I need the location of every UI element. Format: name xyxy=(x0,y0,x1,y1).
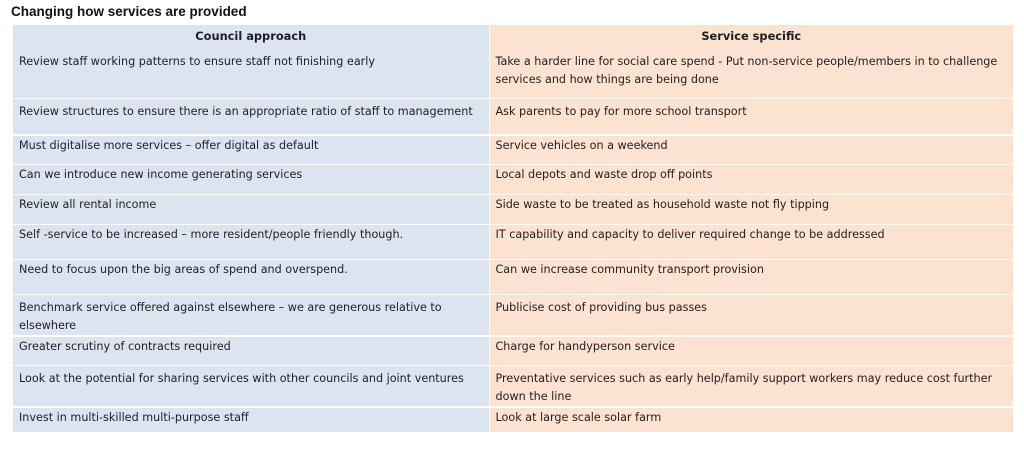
council-approach-cell: Review staff working patterns to ensure staff not finishing early xyxy=(13,47,489,98)
service-specific-cell: Local depots and waste drop off points xyxy=(489,164,1013,194)
service-specific-cell: Look at large scale solar farm xyxy=(489,407,1013,432)
council-approach-cell: Review structures to ensure there is an appropriate ratio of staff to management xyxy=(13,98,489,135)
service-specific-cell: Take a harder line for social care spend - Put non-service people/members in to challenge services and how things are being done xyxy=(489,47,1013,98)
table-row xyxy=(13,407,1013,432)
council-approach-cell: Benchmark service offered against elsewhere – we are generous relative to elsewhere xyxy=(13,294,489,336)
table-row xyxy=(13,336,1013,366)
council-approach-cell: Must digitalise more services – offer digital as default xyxy=(13,135,489,164)
service-specific-cell: Service vehicles on a weekend xyxy=(489,135,1013,164)
council-approach-cell: Self -service to be increased – more resident/people friendly though. xyxy=(13,224,489,259)
service-specific-cell: Can we increase community transport provision xyxy=(489,259,1013,294)
council-approach-cell: Can we introduce new income generating services xyxy=(13,164,489,194)
service-specific-cell: Preventative services such as early help/family support workers may reduce cost further down the line xyxy=(489,366,1013,408)
service-specific-cell: IT capability and capacity to deliver required change to be addressed xyxy=(489,224,1013,259)
service-specific-cell: Publicise cost of providing bus passes xyxy=(489,294,1013,336)
council-approach-cell: Need to focus upon the big areas of spend and overspend. xyxy=(13,259,489,294)
column-header-service-specific: Service specific xyxy=(489,25,1013,47)
table-row xyxy=(13,164,1013,194)
table-row xyxy=(13,47,1013,98)
table-row xyxy=(13,224,1013,259)
table-header-row xyxy=(13,25,1013,47)
council-approach-cell: Review all rental income xyxy=(13,194,489,224)
table-row xyxy=(13,259,1013,294)
service-specific-cell: Side waste to be treated as household waste not fly tipping xyxy=(489,194,1013,224)
council-approach-cell: Look at the potential for sharing services with other councils and joint ventures xyxy=(13,366,489,408)
table-row xyxy=(13,294,1013,336)
table-row xyxy=(13,194,1013,224)
council-approach-cell: Greater scrutiny of contracts required xyxy=(13,336,489,366)
table-row xyxy=(13,135,1013,164)
page-title: Changing how services are provided xyxy=(11,4,247,19)
services-table xyxy=(13,25,1013,433)
table-row xyxy=(13,366,1013,408)
column-header-council-approach: Council approach xyxy=(13,25,489,47)
service-specific-cell: Ask parents to pay for more school transport xyxy=(489,98,1013,135)
service-specific-cell: Charge for handyperson service xyxy=(489,336,1013,366)
table-row xyxy=(13,98,1013,135)
council-approach-cell: Invest in multi-skilled multi-purpose staff xyxy=(13,407,489,432)
